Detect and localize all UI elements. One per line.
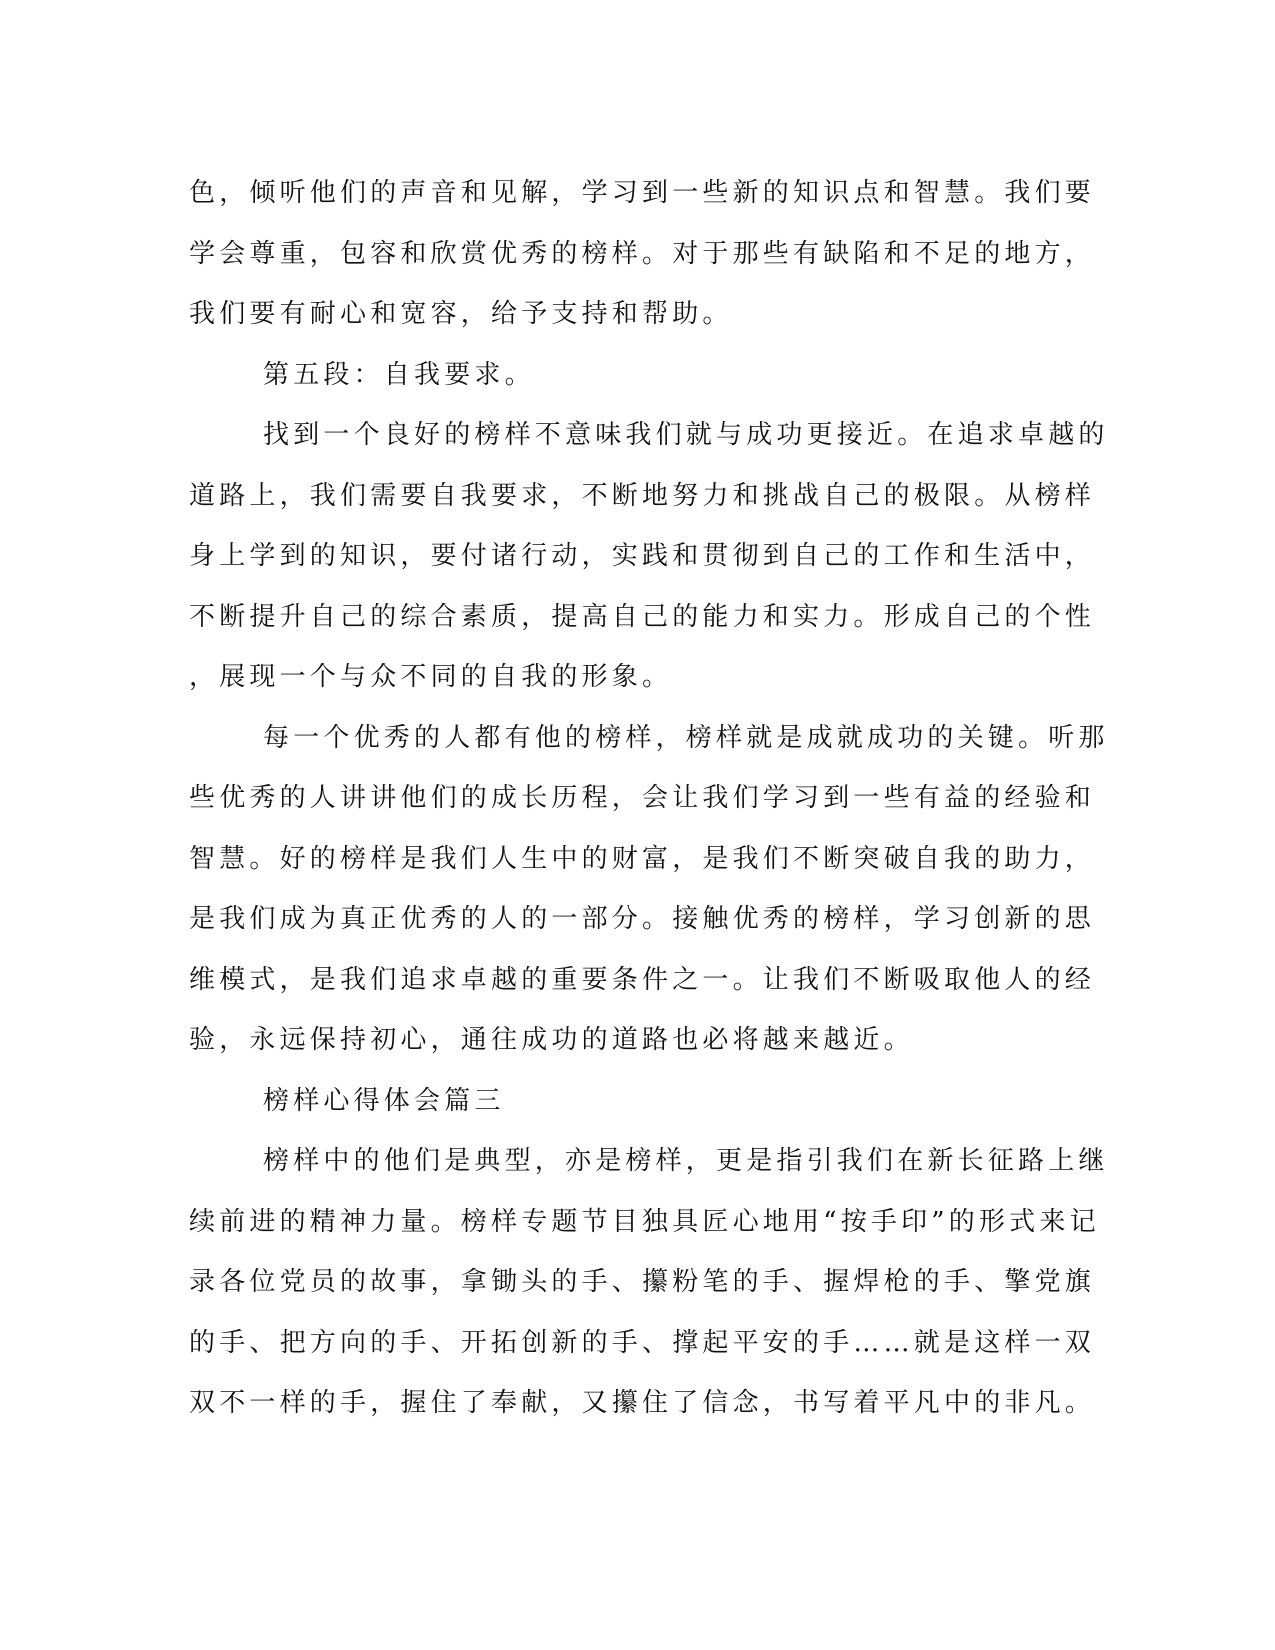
text-line: 些优秀的人讲讲他们的成长历程，会让我们学习到一些有益的经验和 [189,783,1096,813]
text-line: 身上学到的知识，要付诸行动，实践和贯彻到自己的工作和生活中， [189,541,1096,571]
text-line: 找到一个良好的榜样不意味我们就与成功更接近。在追求卓越的 [263,420,1109,450]
text-line: 不断提升自己的综合素质，提高自己的能力和实力。形成自己的个性 [189,601,1096,632]
text-line: 续前进的精神力量。榜样专题节目独具匠心地用“按手印”的形式来记 [189,1206,1100,1237]
text-line: 是我们成为真正优秀的人的一部分。接触优秀的榜样，学习创新的思 [189,904,1096,934]
text-line: 智慧。好的榜样是我们人生中的财富，是我们不断突破自我的助力， [189,843,1096,874]
text-line: 我们要有耐心和宽容，给予支持和帮助。 [189,299,733,329]
text-line: 榜样中的他们是典型，亦是榜样，更是指引我们在新长征路上继 [263,1146,1109,1176]
text-line: 的手、把方向的手、开拓创新的手、撑起平安的手……就是这样一双 [189,1327,1096,1358]
text-line: 色，倾听他们的声音和见解，学习到一些新的知识点和智慧。我们要 [189,178,1096,208]
text-line: 榜样心得体会篇三 [263,1085,505,1116]
text-line: 双不一样的手，握住了奉献，又攥住了信念，书写着平凡中的非凡。 [189,1388,1096,1418]
text-line: 学会尊重，包容和欣赏优秀的榜样。对于那些有缺陷和不足的地方， [189,238,1096,269]
text-line: 第五段：自我要求。 [263,359,535,390]
text-line: 验，永远保持初心，通往成功的道路也必将越来越近。 [189,1025,914,1055]
text-line: 道路上，我们需要自我要求，不断地努力和挑战自己的极限。从榜样 [189,480,1096,511]
text-line: 录各位党员的故事，拿锄头的手、攥粉笔的手、握焊枪的手、擎党旗 [189,1267,1096,1297]
document-body [189,163,1109,1434]
text-line: 每一个优秀的人都有他的榜样，榜样就是成就成功的关键。听那 [263,722,1109,753]
text-line: ，展现一个与众不同的自我的形象。 [189,662,673,692]
text-line: 维模式，是我们追求卓越的重要条件之一。让我们不断吸取他人的经 [189,964,1096,995]
